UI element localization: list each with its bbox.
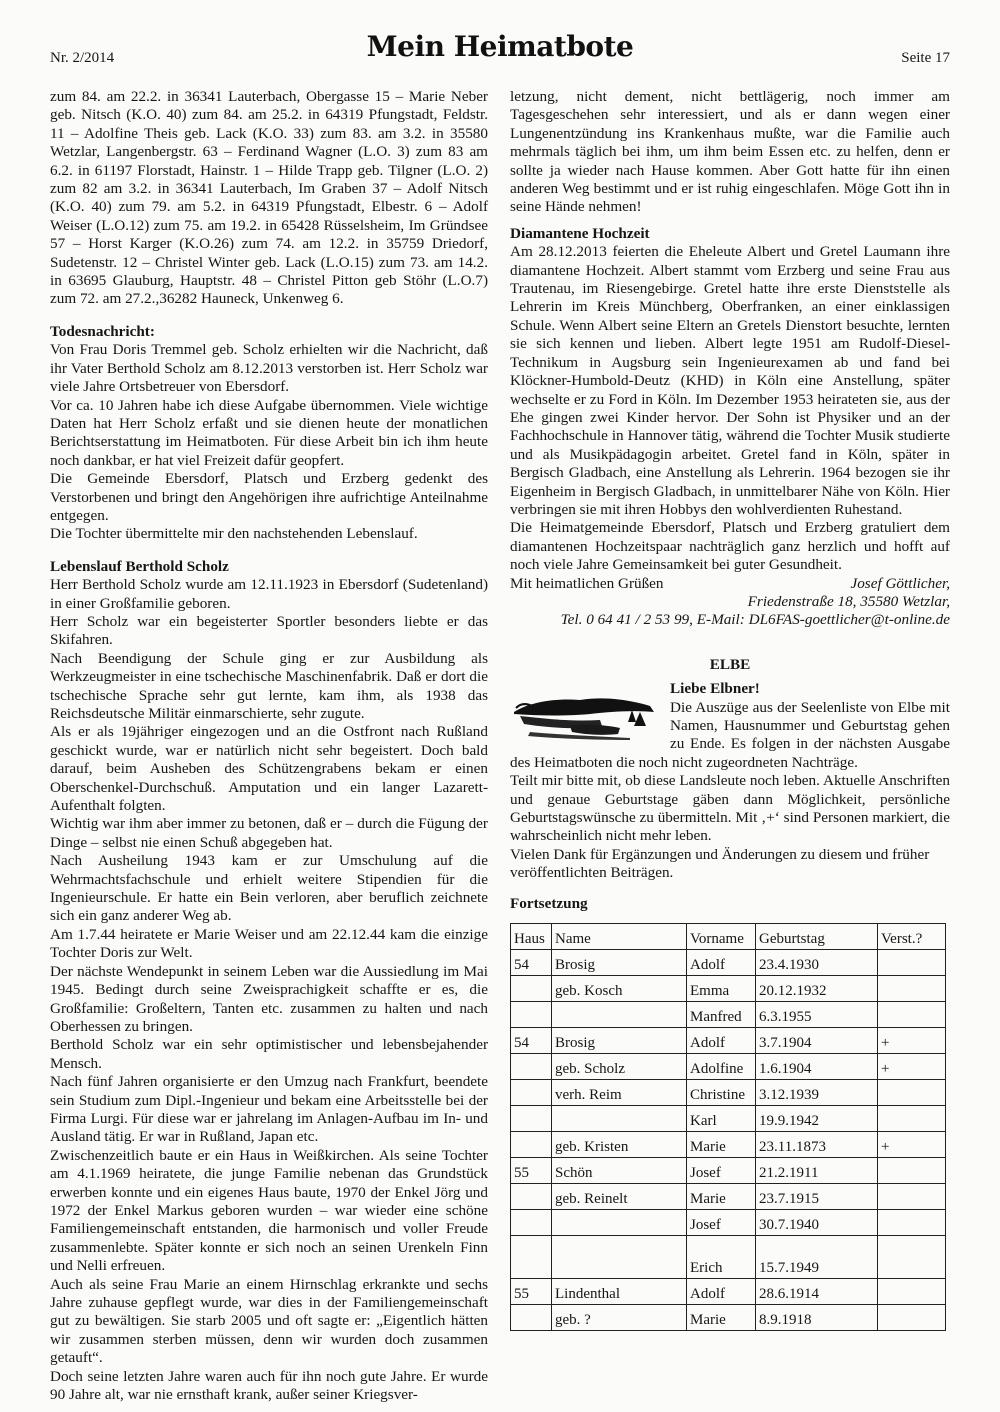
- cell-name: geb. Kosch: [552, 976, 687, 1002]
- cell-vorname: Adolf: [687, 950, 756, 976]
- cell-vorname: Christine: [687, 1080, 756, 1106]
- cell-geburtstag: 8.9.1918: [756, 1305, 878, 1331]
- todes-paragraph: Die Gemeinde Ebersdorf, Platsch und Erzberg gedenkt des Verstorbenen und bringt den Angehörigen ihre aufrichtige Anteilnahme entgegen.: [50, 470, 488, 524]
- signature-name: Josef Göttlicher,: [850, 574, 950, 592]
- cell-name: Schön: [552, 1158, 687, 1184]
- right-column: [510, 88, 950, 1331]
- col-header-geburtstag: Geburtstag: [756, 924, 878, 950]
- signature-address: Friedenstraße 18, 35580 Wetzlar,: [747, 592, 950, 610]
- cell-vorname: Marie: [687, 1184, 756, 1210]
- cell-haus: [511, 1210, 552, 1236]
- hochzeit-paragraph: Die Heimatgemeinde Ebersdorf, Platsch und Erzberg gratuliert dem diamantenen Hochzeitspaar nachträglich ganz herzlich und hofft auf noch viele Jahre Gemeinsamkeit bei guter Gesundheit.: [510, 519, 950, 574]
- cell-haus: [511, 1236, 552, 1279]
- cell-name: [552, 1106, 687, 1132]
- cell-verst: [878, 1158, 946, 1184]
- cell-vorname: Marie: [687, 1132, 756, 1158]
- cell-geburtstag: 6.3.1955: [756, 1002, 878, 1028]
- table-row: [511, 1158, 946, 1184]
- cell-geburtstag: 28.6.1914: [756, 1279, 878, 1305]
- cell-haus: 54: [511, 1028, 552, 1054]
- lebenslauf-paragraph: Nach Ausheilung 1943 kam er zur Umschulung auf die Wehrmachtsfachschule und erhielt weitere Stipendien für die Ingenieurschule. Er hatte ein Bein verloren, aber beruflich zeichnete sich ein ganz anderer Weg ab.: [50, 852, 488, 925]
- table-row: [511, 1132, 946, 1158]
- lebenslauf-paragraph: Nach fünf Jahren organisierte er den Umzug nach Frankfurt, beendete sein Studium zum Dipl.-Ingenieur und bekam eine Arbeitsstelle bei der Firma Lurgi. Für diese war er jahrelang im Anlagen-Aufbau im In- und Ausland tätig. Er war in Rußland, Japan etc.: [50, 1073, 488, 1146]
- cell-vorname: Adolf: [687, 1279, 756, 1305]
- elbe-heading: ELBE: [709, 655, 751, 673]
- elbe-salutation: Liebe Elbner!: [670, 680, 760, 698]
- table-row: [511, 1184, 946, 1210]
- cell-geburtstag: 20.12.1932: [756, 976, 878, 1002]
- birthday-list: zum 84. am 22.2. in 36341 Lauterbach, Obergasse 15 – Marie Neber geb. Nitsch (K.O. 40) zum 84. am 25.2. in 64319 Pfungstadt, Feldstr. 11 – Adolfine Theis geb. Lack (K.O. 33) zum 83. am 3.2. in 35580 Wetzlar, Langenbergstr. 63 – Ferdinand Wagner (L.O. 3) zum 83 am 6.2. in 61197 Florstadt, Hainstr. 1 – Hilde Trapp geb. Tilgner (L.O. 2) zum 82 am 3.2. in 36341 Lauterbach, Im Graben 37 – Adolf Nitsch (K.O. 40) zum 79. am 5.2. in 64319 Pfungstadt, Elbestr. 6 – Adolf Weiser (L.O.12) zum 75. am 19.2. in 65428 Rüsselsheim, Im Gründsee 57 – Horst Karger (K.O.26) zum 74. am 12.2. in 35759 Driedorf, Sudetenstr. 12 – Christel Winter geb. Lack (L.O.15) zum 73. am 14.2. in 63695 Glauburg, Hauptstr. 48 – Christel Pitton geb Stöhr (L.O.7) zum 72. am 27.2.,36282 Hauneck, Unkenweg 6.: [50, 88, 488, 308]
- cell-vorname: Adolfine: [687, 1054, 756, 1080]
- cell-vorname: Emma: [687, 976, 756, 1002]
- cell-haus: 54: [511, 950, 552, 976]
- cell-name: verh. Reim: [552, 1080, 687, 1106]
- cell-name: [552, 1236, 687, 1279]
- lebenslauf-paragraph: Nach Beendigung der Schule ging er zur Ausbildung als Werkzeugmeister in eine tschechische Maschinenfabrik. Daß er dort die tschechische Sprache sehr gut lernte, kam ihm, als 1938 das Reichsdeutsche Militär einmarschierte, sehr zugute.: [50, 649, 488, 722]
- cell-haus: [511, 1106, 552, 1132]
- table-row: [511, 1279, 946, 1305]
- elbe-paragraph: Die Auszüge aus der Seelenliste von Elbe mit Namen, Hausnummer und Geburtstag gehen zu Ende. Es folgen in der nächsten Ausgabe des Heimatboten die noch nicht zugeordneten Nachträge.: [510, 698, 950, 771]
- cell-haus: [511, 1054, 552, 1080]
- table-row: [511, 1210, 946, 1236]
- lebenslauf-paragraph: Zwischenzeitlich baute er ein Haus in Weißkirchen. Als seine Tochter am 4.1.1969 heiratete, die junge Familie nebenan das Grundstück erwerben konnte und ein eigenes Haus baute, 1970 der Enkel Jörg und 1972 der Enkel Markus geboren wurden – war wieder eine schöne Familiengemeinschaft entstanden, die harmonisch und voller Freude zusammenlebte. Später konnte er sich noch an seinen Urenkeln Finn und Nelli erfreuen.: [50, 1146, 488, 1275]
- cell-geburtstag: 23.11.1873: [756, 1132, 878, 1158]
- cell-verst: [878, 1305, 946, 1331]
- cell-vorname: Manfred: [687, 1002, 756, 1028]
- cell-verst: [878, 1184, 946, 1210]
- lebenslauf-paragraph: Wichtig war ihm aber immer zu betonen, daß er – durch die Fügung der Dinge – selbst nie einen Schuß abgegeben hat.: [50, 815, 488, 851]
- elbe-intro: [510, 680, 950, 772]
- cell-name: geb. Kristen: [552, 1132, 687, 1158]
- rock-landscape-illustration: [510, 682, 660, 746]
- cell-verst: [878, 1002, 946, 1028]
- signature-line: [510, 575, 950, 593]
- issue-number: Nr. 2/2014: [50, 50, 115, 66]
- table-row: [511, 1106, 946, 1132]
- lebenslauf-paragraph: Am 1.7.44 heiratete er Marie Weiser und am 22.12.44 kam die einzige Tochter Doris zur Welt.: [50, 925, 488, 962]
- table-row: [511, 1054, 946, 1080]
- cell-verst: [878, 1236, 946, 1279]
- signature-contact: Tel. 0 64 41 / 2 53 99, E-Mail: DL6FAS-goettlicher@t-online.de: [560, 611, 950, 629]
- cell-vorname: Adolf: [687, 1028, 756, 1054]
- lebenslauf-paragraph: Der nächste Wendepunkt in seinem Leben war die Aussiedlung im Mai 1945. Bedingt durch seine Zweisprachigkeit schaffte er es, die Großfamilie: Großeltern, Tanten etc. zusammen zu halten und nach Oberhessen zu bringen.: [50, 962, 488, 1035]
- table-body: [511, 950, 946, 1331]
- cell-verst: [878, 1279, 946, 1305]
- cell-name: geb. Reinelt: [552, 1184, 687, 1210]
- cell-haus: [511, 1184, 552, 1210]
- lebenslauf-paragraph: Doch seine letzten Jahre waren auch für ihn noch gute Jahre. Er wurde 90 Jahre alt, war nie ernsthaft krank, außer seiner Kriegsver-: [50, 1367, 488, 1404]
- col-header-haus: Haus: [511, 924, 552, 950]
- hochzeit-heading: Diamantene Hochzeit: [510, 224, 650, 242]
- cell-haus: [511, 1002, 552, 1028]
- cell-geburtstag: 1.6.1904: [756, 1054, 878, 1080]
- cell-geburtstag: 23.7.1915: [756, 1184, 878, 1210]
- cell-haus: 55: [511, 1158, 552, 1184]
- greeting: Mit heimatlichen Grüßen: [510, 574, 664, 592]
- cell-geburtstag: 19.9.1942: [756, 1106, 878, 1132]
- col-header-verst: Verst.?: [878, 924, 946, 950]
- table-header-row: [511, 924, 946, 950]
- cell-vorname: Josef: [687, 1158, 756, 1184]
- cell-geburtstag: 21.2.1911: [756, 1158, 878, 1184]
- seelenliste-table: [510, 923, 946, 1331]
- cell-geburtstag: 30.7.1940: [756, 1210, 878, 1236]
- cell-haus: [511, 1080, 552, 1106]
- col-header-vorname: Vorname: [687, 924, 756, 950]
- cell-geburtstag: 23.4.1930: [756, 950, 878, 976]
- cell-vorname: Karl: [687, 1106, 756, 1132]
- cell-verst: [878, 1106, 946, 1132]
- cell-haus: 55: [511, 1279, 552, 1305]
- table-row: [511, 1080, 946, 1106]
- cell-geburtstag: 15.7.1949: [756, 1236, 878, 1279]
- table-row: [511, 1236, 946, 1279]
- cell-geburtstag: 3.7.1904: [756, 1028, 878, 1054]
- cell-vorname: Marie: [687, 1305, 756, 1331]
- cell-verst: [878, 976, 946, 1002]
- lebenslauf-paragraph: Herr Scholz war ein begeisterter Sportler besonders liebte er das Skifahren.: [50, 612, 488, 649]
- lebenslauf-paragraph: Als er als 19jähriger eingezogen und an die Ostfront nach Rußland geschickt wurde, war er natürlich nicht sehr begeistert. Doch bald darauf, beim Ausheben des Schützengrabens bekam er einen Oberschenkel-Durchschuß. Amputation und ein langer Lazarett-Aufenthalt folgten.: [50, 723, 488, 815]
- cell-haus: [511, 1132, 552, 1158]
- todes-paragraph: Von Frau Doris Tremmel geb. Scholz erhielten wir die Nachricht, daß ihr Vater Berthold Scholz am 8.12.2013 verstorben ist. Herr Scholz war viele Jahre Ortsbetreuer von Ebersdorf.: [50, 341, 488, 396]
- todes-heading: Todesnachricht:: [50, 322, 155, 340]
- cell-name: Brosig: [552, 1028, 687, 1054]
- masthead-logo: Mein Heimatbote: [366, 30, 634, 63]
- cell-name: geb. Scholz: [552, 1054, 687, 1080]
- cell-haus: [511, 1305, 552, 1331]
- table-row: [511, 1305, 946, 1331]
- cell-name: Brosig: [552, 950, 687, 976]
- left-column: [50, 88, 488, 1404]
- cell-name: [552, 1002, 687, 1028]
- cell-name: [552, 1210, 687, 1236]
- todes-paragraph: Die Tochter übermittelte mir den nachstehenden Lebenslauf.: [50, 525, 418, 543]
- lebenslauf-paragraph: Berthold Scholz war ein sehr optimistischer und lebensbejahender Mensch.: [50, 1036, 488, 1072]
- continuation-paragraph: letzung, nicht dement, nicht bettlägerig, noch immer am Tagesgeschehen sehr interessiert, und als er dann wegen einer Lungenentzündung ins Krankenhaus mußte, war die Familie auch mehrmals täglich bei ihm, um ihm beim Essen etc. zu helfen, denn er sollte ja wieder nach Hause kommen. Aber Gott hatte für ihn einen anderen Weg bestimmt und er ist ruhig eingeschlafen. Möge Gott ihn in seine Hände nehmen!: [510, 88, 950, 216]
- fortsetzung-heading: Fortsetzung: [510, 894, 588, 912]
- todes-paragraph: Vor ca. 10 Jahren habe ich diese Aufgabe übernommen. Viele wichtige Daten hat Herr Scholz erfaßt und sie dienen heute der monatlichen Berichtserstattung im Heimatboten. Für diese Arbeit bin ich ihm heute noch dankbar, er hat viel Freizeit dafür geopfert.: [50, 396, 488, 469]
- page-number: Seite 17: [901, 50, 950, 66]
- cell-verst: [878, 1210, 946, 1236]
- table-row: [511, 1028, 946, 1054]
- col-header-name: Name: [552, 924, 687, 950]
- cell-vorname: Josef: [687, 1210, 756, 1236]
- cell-verst: [878, 1080, 946, 1106]
- cell-name: Lindenthal: [552, 1279, 687, 1305]
- table-row: [511, 976, 946, 1002]
- cell-verst: +: [878, 1132, 946, 1158]
- cell-name: geb. ?: [552, 1305, 687, 1331]
- lebenslauf-paragraph: Herr Berthold Scholz wurde am 12.11.1923 in Ebersdorf (Sudetenland) in einer Großfamilie geboren.: [50, 576, 488, 612]
- table-row: [511, 950, 946, 976]
- cell-vorname: Erich: [687, 1236, 756, 1279]
- cell-verst: +: [878, 1054, 946, 1080]
- cell-verst: +: [878, 1028, 946, 1054]
- cell-haus: [511, 976, 552, 1002]
- lebenslauf-heading: Lebenslauf Berthold Scholz: [50, 557, 229, 575]
- cell-verst: [878, 950, 946, 976]
- cell-geburtstag: 3.12.1939: [756, 1080, 878, 1106]
- lebenslauf-paragraph: Auch als seine Frau Marie an einem Hirnschlag erkrankte und sechs Jahre zuhause gepflegt wurde, war dies in der Familiengemeinschaft gut zu bewältigen. Sie starb 2005 und oft sagte er: „Eigentlich hätten wir zusammen sterben müssen, denn wir wurden doch zusammen getauft“.: [50, 1275, 488, 1367]
- table-row: [511, 1002, 946, 1028]
- hochzeit-paragraph: Am 28.12.2013 feierten die Eheleute Albert und Gretel Laumann ihre diamantene Hochzeit. Albert stammt vom Erzberg und seine Frau aus Trautenau, im Riesengebirge. Gretel hatte ihre erste Dienststelle als Lehrerin im Kreis Münchberg, Oberfranken, an einer einklassigen Schule. Wenn Albert seine Eltern an Gretels Dienstort besuchte, lernten sie sich kennen und lieben. Albert legte 1951 am Rudolf-Diesel-Technikum in Augsburg sein Ingenieurexamen ab und fand bei Klöckner-Humbold-Deutz (KHD) in Köln eine Anstellung, später wechselte er zu Ford in Köln. Im Dezember 1953 heirateten sie, aus der Ehe gingen zwei Kinder hervor. Der Sohn ist Physiker und an der Fachhochschule in Hannover tätig, während die Tochter Musik studierte und als Musikpädagogin arbeitet. Gretel fand in Köln, später in Bergisch Gladbach, eine Anstellung als Lehrerin. 1964 bezogen sie ihr Eigenheim in Bergisch Gladbach, in unmittelbarer Nähe von Köln. Hier verbringen sie mit ihren Hobbys den wohlverdienten Ruhestand.: [510, 243, 950, 518]
- elbe-paragraph: Vielen Dank für Ergänzungen und Änderungen zu diesem und früher veröffentlichten Beiträgen.: [510, 845, 930, 882]
- elbe-paragraph: Teilt mir bitte mit, ob diese Landsleute noch leben. Aktuelle Anschriften und genaue Geburtstage gäben dann Möglichkeit, persönliche Geburtstagswünsche zu übermitteln. Mit ‚+‘ sind Personen markiert, die wahrscheinlich nicht mehr leben.: [510, 772, 950, 845]
